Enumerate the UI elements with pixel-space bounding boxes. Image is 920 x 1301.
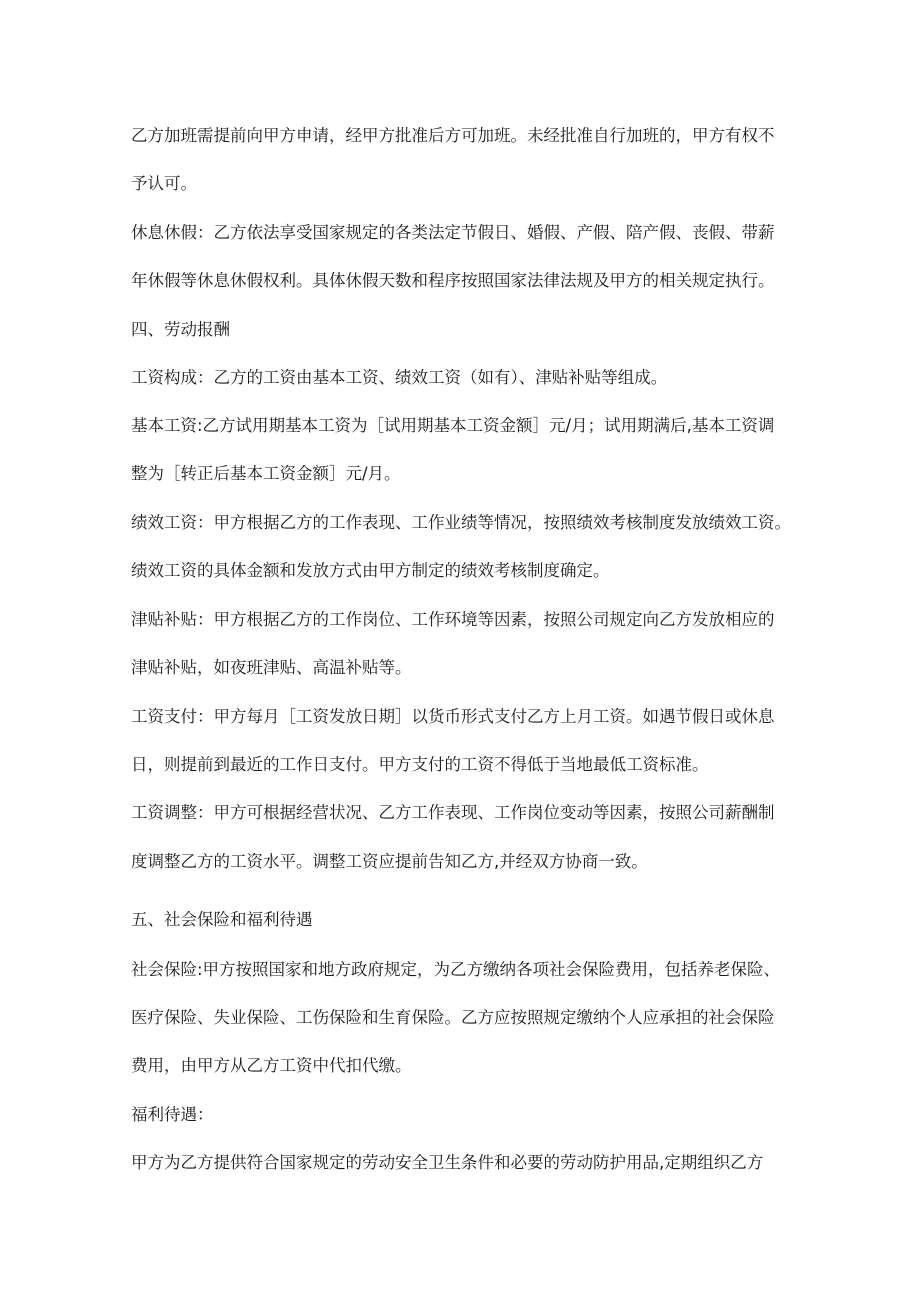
overtime-line-1: 乙方加班需提前向甲方申请，经甲方批准后方可加班。未经批准自行加班的，甲方有权不: [131, 126, 775, 145]
allowance-line-2: 津贴补贴，如夜班津贴、高温补贴等。: [131, 658, 412, 677]
overtime-line-2: 予认可。: [131, 174, 197, 193]
payment-line-1: 工资支付：甲方每月［工资发放日期］以货币形式支付乙方上月工资。如遇节假日或休息: [131, 707, 775, 726]
allowance-line-1: 津贴补贴：甲方根据乙方的工作岗位、工作环境等因素，按照公司规定向乙方发放相应的: [131, 610, 775, 629]
social-insurance-line-3: 费用，由甲方从乙方工资中代扣代缴。: [131, 1056, 412, 1075]
leave-line-1: 休息休假：乙方依法享受国家规定的各类法定节假日、婚假、产假、陪产假、丧假、带薪: [131, 223, 775, 242]
performance-pay-line-2: 绩效工资的具体金额和发放方式由甲方制定的绩效考核制度确定。: [131, 561, 610, 580]
performance-pay-line-1: 绩效工资：甲方根据乙方的工作表现、工作业绩等情况，按照绩效考核制度发放绩效工资。: [131, 513, 791, 532]
welfare-heading: 福利待遇：: [131, 1105, 214, 1124]
welfare-line-1: 甲方为乙方提供符合国家规定的劳动安全卫生条件和必要的劳动防护用品,定期组织乙方: [131, 1153, 764, 1172]
salary-structure-line: 工资构成：乙方的工资由基本工资、绩效工资（如有）、津贴补贴等组成。: [131, 368, 668, 387]
basic-salary-line-1: 基本工资:乙方试用期基本工资为［试用期基本工资金额］元/月；试用期满后,基本工资调: [131, 416, 775, 435]
basic-salary-line-2: 整为［转正后基本工资金额］元/月。: [131, 464, 401, 483]
social-insurance-line-2: 医疗保险、失业保险、工伤保险和生育保险。乙方应按照规定缴纳个人应承担的社会保险: [131, 1008, 775, 1027]
section-5-heading: 五、社会保险和福利待遇: [131, 910, 313, 929]
payment-line-2: 日，则提前到最近的工作日支付。甲方支付的工资不得低于当地最低工资标准。: [131, 755, 709, 774]
adjustment-line-1: 工资调整：甲方可根据经营状况、乙方工作表现、工作岗位变动等因素，按照公司薪酬制: [131, 803, 775, 822]
leave-line-2: 年休假等休息休假权利。具体休假天数和程序按照国家法律法规及甲方的相关规定执行。: [131, 271, 775, 290]
section-4-heading: 四、劳动报酬: [131, 320, 230, 339]
adjustment-line-2: 度调整乙方的工资水平。调整工资应提前告知乙方,并经双方协商一致。: [131, 852, 648, 871]
social-insurance-line-1: 社会保险:甲方按照国家和地方政府规定，为乙方缴纳各项社会保险费用，包括养老保险、: [131, 960, 781, 979]
